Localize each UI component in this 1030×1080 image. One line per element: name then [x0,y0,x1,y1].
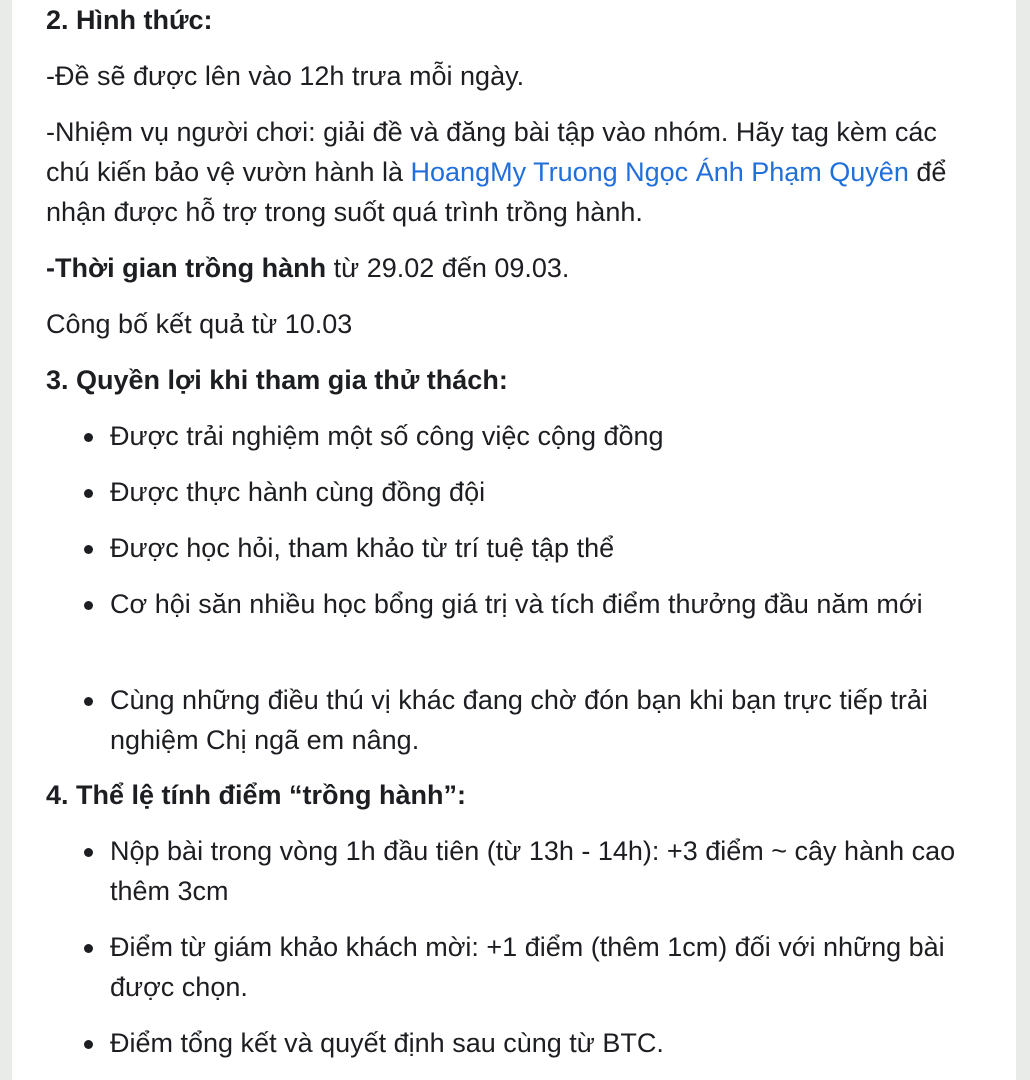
list-item [46,1023,990,1063]
planting-time-value: từ 29.02 đến 09.03. [326,253,570,283]
benefit-text: Được trải nghiệm một số công việc cộng đồng [110,421,664,451]
list-item [46,831,990,911]
scoring-rule-text: Điểm tổng kết và quyết định sau cùng từ BTC. [110,1028,664,1058]
list-item [46,584,990,624]
list-item [46,472,990,512]
list-item [46,927,990,1007]
bullet-icon [84,1040,93,1049]
benefit-text: Cùng những điều thú vị khác đang chờ đón bạn khi bạn trực tiếp trải nghiệm Chị ngã em nâng. [110,685,928,755]
post-content-panel [12,0,1016,1080]
benefit-text: Được học hỏi, tham khảo từ trí tuệ tập thể [110,533,615,563]
mission-paragraph [46,112,986,232]
mention-pham-quyen[interactable]: Phạm Quyên [751,157,909,187]
bullet-icon [84,697,93,706]
benefit-text: Được thực hành cùng đồng đội [110,477,486,507]
mission-intro-text: -Nhiệm vụ người chơi: giải đề và đăng bài tập vào nhóm. Hãy tag kèm các chú kiến bảo vệ vườn hành là [46,117,937,187]
list-item [46,528,990,568]
section-2-heading: 2. Hình thức: [46,5,213,35]
bullet-icon [84,848,93,857]
bullet-icon [84,944,93,953]
scoring-rule-text: Nộp bài trong vòng 1h đầu tiên (từ 13h - 14h): +3 điểm ~ cây hành cao thêm 3cm [110,836,956,906]
planting-time-line [46,248,986,288]
bullet-icon [84,433,93,442]
results-announcement-line: Công bố kết quả từ 10.03 [46,309,353,339]
mention-ngoc-anh[interactable]: Ngọc Ánh [625,157,744,187]
scoring-rule-text: Điểm từ giám khảo khách mời: +1 điểm (thêm 1cm) đối với những bài được chọn. [110,932,945,1002]
bullet-icon [84,545,93,554]
bullet-icon [84,489,93,498]
benefit-text: Cơ hội săn nhiều học bổng giá trị và tích điểm thưởng đầu năm mới [110,589,923,619]
bullet-icon [84,601,93,610]
mission-outro-text: để nhận được hỗ trợ trong suốt quá trình trồng hành. [46,157,947,227]
planting-time-label: -Thời gian trồng hành [46,253,327,283]
mention-hoangmy-truong[interactable]: HoangMy Truong [410,157,618,187]
section-3-heading: 3. Quyền lợi khi tham gia thử thách: [46,365,508,395]
list-item [46,680,990,760]
list-item [46,416,990,456]
schedule-line: -Đề sẽ được lên vào 12h trưa mỗi ngày. [46,61,525,91]
section-4-heading: 4. Thể lệ tính điểm “trồng hành”: [46,780,467,810]
